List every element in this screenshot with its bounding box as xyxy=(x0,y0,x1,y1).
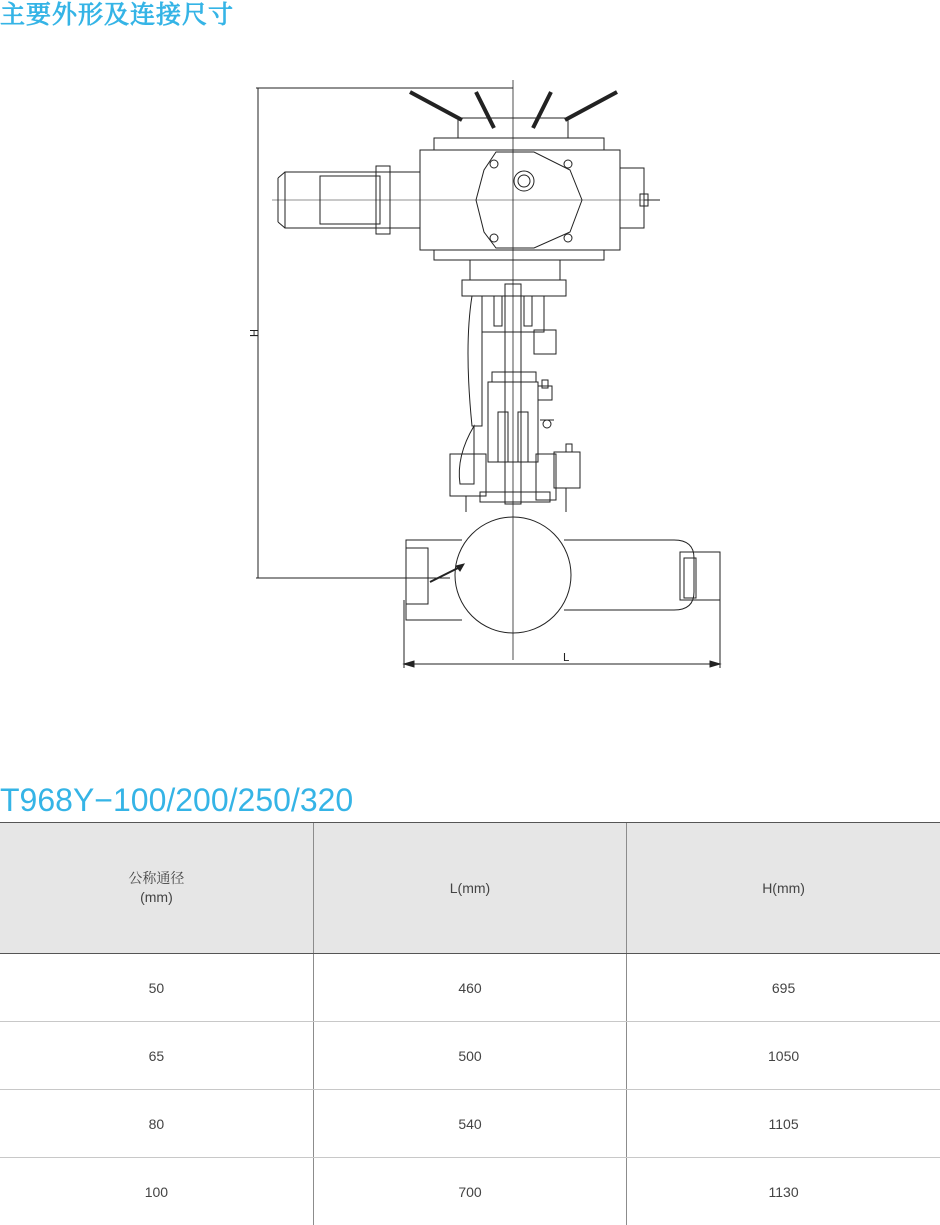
cell-height: 695 xyxy=(627,954,940,1022)
cell-length: 540 xyxy=(313,1090,626,1158)
header-height xyxy=(627,823,940,954)
dimension-l-label: L xyxy=(563,651,570,664)
cell-height: 1130 xyxy=(627,1158,940,1225)
dimension-h-label: H xyxy=(247,329,260,337)
cell-nominal-diameter: 65 xyxy=(0,1022,313,1090)
cell-nominal-diameter: 50 xyxy=(0,954,313,1022)
table-header-row xyxy=(0,823,940,954)
cell-nominal-diameter: 80 xyxy=(0,1090,313,1158)
table-row xyxy=(0,1022,940,1090)
table-row xyxy=(0,954,940,1022)
valve-drawing xyxy=(0,60,940,690)
cell-length: 700 xyxy=(313,1158,626,1225)
header-length xyxy=(313,823,626,954)
header-label: 公称通径 xyxy=(1,869,312,888)
header-unit: (mm) xyxy=(1,888,312,907)
section-title: 主要外形及连接尺寸 xyxy=(0,0,234,30)
cell-length: 460 xyxy=(313,954,626,1022)
cell-nominal-diameter: 100 xyxy=(0,1158,313,1225)
cell-length: 500 xyxy=(313,1022,626,1090)
dimension-table xyxy=(0,822,940,1225)
table-row xyxy=(0,1090,940,1158)
header-label: H(mm) xyxy=(628,879,939,898)
cell-height: 1050 xyxy=(627,1022,940,1090)
header-nominal-diameter xyxy=(0,823,313,954)
cell-height: 1105 xyxy=(627,1090,940,1158)
table-row xyxy=(0,1158,940,1225)
model-title: T968Y−100/200/250/320 xyxy=(0,780,353,820)
header-label: L(mm) xyxy=(315,879,625,898)
